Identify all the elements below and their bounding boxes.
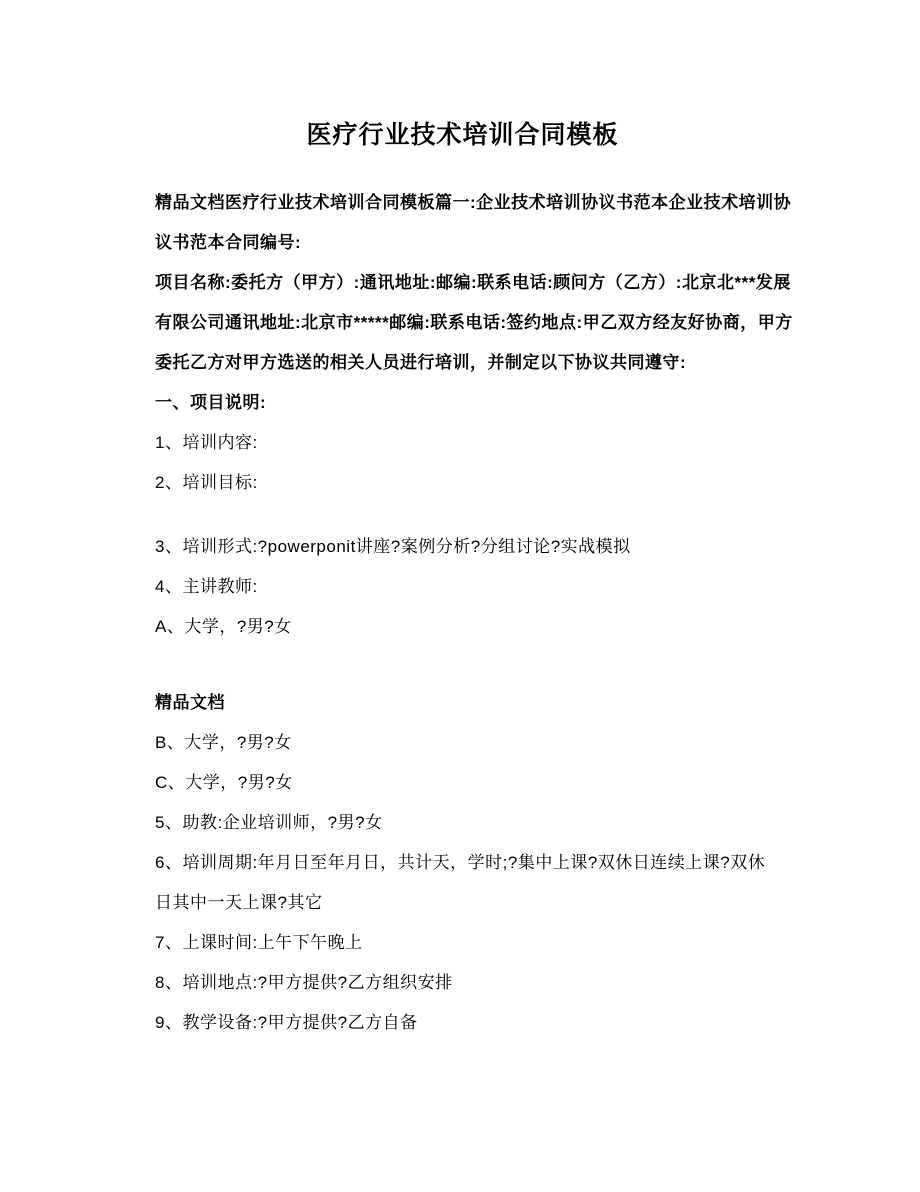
text-line: 6、培训周期:年月日至年月日，共计天，学时;?集中上课?双休日连续上课?双休 (155, 853, 766, 872)
text-line: 5、助教:企业培训师，?男?女 (155, 813, 383, 832)
text-line: C、大学，?男?女 (155, 773, 293, 792)
text-line: A、大学，?男?女 (155, 617, 292, 636)
list-item-2-training-goal (155, 463, 770, 503)
parties-paragraph (155, 263, 793, 383)
text-line: B、大学，?男?女 (155, 733, 292, 752)
text-line: 9、教学设备:?甲方提供?乙方自备 (155, 1013, 418, 1032)
text-line: 3、培训形式:?powerponit讲座?案例分析?分组讨论?实战模拟 (155, 537, 631, 556)
list-item-c-university (155, 763, 770, 803)
list-item-9-teaching-equipment (155, 1003, 770, 1043)
text-line: 日其中一天上课?其它 (155, 893, 323, 912)
list-item-4-lecturer (155, 567, 770, 607)
text-line: 1、培训内容: (155, 433, 258, 452)
text-line: 议书范本合同编号: (155, 233, 302, 252)
list-item-8-training-location (155, 963, 770, 1003)
text-line: 有限公司通讯地址:北京市*****邮编:联系电话:签约地点:甲乙双方经友好协商，甲方 (155, 313, 793, 332)
list-item-1-training-content (155, 423, 770, 463)
text-line: 7、上课时间:上午下午晚上 (155, 933, 363, 952)
list-item-3-training-format (155, 527, 770, 567)
text-line: 项目名称:委托方（甲方）:通讯地址:邮编:联系电话:顾问方（乙方）:北京北***发展 (155, 273, 791, 292)
list-item-a-university (155, 607, 770, 647)
list-item-6-training-period (155, 843, 770, 923)
intro-paragraph (155, 183, 792, 263)
list-item-7-class-time (155, 923, 770, 963)
list-item-5-assistant (155, 803, 770, 843)
text-line: 2、培训目标: (155, 473, 258, 492)
section-heading-project (155, 383, 770, 423)
watermark-label (155, 683, 770, 723)
text-line: 精品文档医疗行业技术培训合同模板篇一:企业技术培训协议书范本企业技术培训协 (155, 193, 792, 212)
document-title: 医疗行业技术培训合同模板 (306, 121, 619, 149)
text-line: 委托乙方对甲方选送的相关人员进行培训，并制定以下协议共同遵守: (155, 353, 687, 372)
text-line: 精品文档 (155, 693, 225, 712)
text-line: 4、主讲教师: (155, 577, 258, 596)
list-item-b-university (155, 723, 770, 763)
text-line: 一、项目说明: (155, 393, 267, 412)
text-line: 8、培训地点:?甲方提供?乙方组织安排 (155, 973, 453, 992)
